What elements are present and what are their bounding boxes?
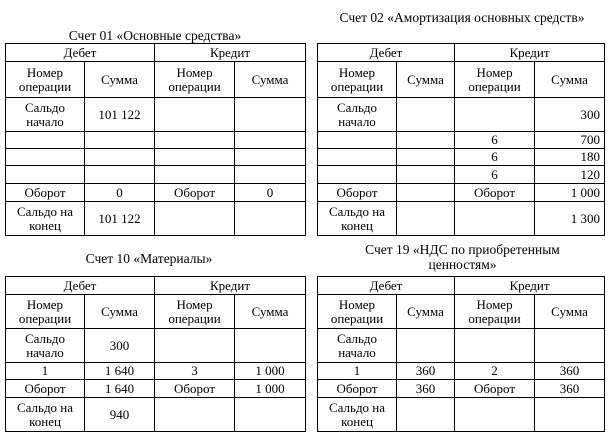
- cell: Сальдо на конец: [6, 398, 85, 432]
- cell: [455, 398, 535, 432]
- credit-header: Кредит: [455, 44, 605, 62]
- cell: 360: [535, 380, 605, 398]
- cell: 101 122: [85, 202, 155, 236]
- credit-amount-header: Сумма: [535, 295, 605, 329]
- cell: 940: [85, 398, 155, 432]
- cell: [85, 149, 155, 166]
- cell: 300: [535, 98, 605, 132]
- cell: [455, 202, 535, 236]
- header-row: [6, 277, 306, 295]
- cell: [155, 329, 235, 363]
- cell: 1 640: [85, 363, 155, 380]
- table-row: [318, 166, 605, 184]
- cell: 6: [455, 149, 535, 166]
- table-row: [6, 98, 306, 132]
- cell: 1 300: [535, 202, 605, 236]
- cell: Оборот: [155, 184, 235, 202]
- credit-header: Кредит: [155, 44, 306, 62]
- turnover-row: [318, 380, 605, 398]
- cell: [235, 398, 306, 432]
- turnover-row: [6, 184, 306, 202]
- cell: Сальдо начало: [318, 329, 397, 363]
- table-row: [318, 98, 605, 132]
- account-02-table: [317, 43, 605, 236]
- cell: [397, 98, 455, 132]
- debit-amount-header: Сумма: [85, 295, 155, 329]
- cell: 1 000: [535, 184, 605, 202]
- debit-op-number-header: Номер операции: [6, 295, 85, 329]
- cell: Сальдо на конец: [318, 398, 397, 432]
- cell: [455, 329, 535, 363]
- cell: 0: [235, 184, 306, 202]
- account-01-title: Счет 01 «Основные средства»: [68, 28, 242, 43]
- cell: [397, 132, 455, 149]
- cell: [535, 329, 605, 363]
- debit-header: Дебет: [6, 277, 155, 295]
- cell: 1 000: [235, 363, 306, 380]
- cell: [235, 98, 306, 132]
- table-row: [318, 329, 605, 363]
- closing-balance-row: [318, 202, 605, 236]
- debit-op-number-header: Номер операции: [318, 62, 397, 98]
- table-row: [6, 149, 306, 166]
- cell: [318, 149, 397, 166]
- cell: 1 640: [85, 380, 155, 398]
- cell: 1: [6, 363, 85, 380]
- debit-header: Дебет: [318, 277, 455, 295]
- credit-op-number-header: Номер операции: [155, 295, 235, 329]
- cell: [535, 398, 605, 432]
- cell: [318, 132, 397, 149]
- account-01-table: [5, 43, 306, 236]
- closing-balance-row: [6, 398, 306, 432]
- account-19-table: [317, 276, 605, 432]
- cell: [155, 132, 235, 149]
- turnover-row: [6, 380, 306, 398]
- cell: [455, 98, 535, 132]
- debit-amount-header: Сумма: [85, 62, 155, 98]
- cell: 360: [397, 363, 455, 380]
- cell: [235, 202, 306, 236]
- cell: 101 122: [85, 98, 155, 132]
- cell: 360: [397, 380, 455, 398]
- cell: 120: [535, 166, 605, 184]
- header-row: [318, 44, 605, 62]
- cell: 2: [455, 363, 535, 380]
- column-header-row: [318, 62, 605, 98]
- cell: [155, 166, 235, 184]
- closing-balance-row: [318, 398, 605, 432]
- cell: Сальдо начало: [318, 98, 397, 132]
- cell: Оборот: [455, 380, 535, 398]
- column-header-row: [6, 62, 306, 98]
- credit-header: Кредит: [155, 277, 306, 295]
- table-row: [6, 363, 306, 380]
- cell: 700: [535, 132, 605, 149]
- cell: [397, 398, 455, 432]
- cell: [6, 132, 85, 149]
- cell: [235, 132, 306, 149]
- credit-op-number-header: Номер операции: [155, 62, 235, 98]
- debit-amount-header: Сумма: [397, 62, 455, 98]
- cell: 6: [455, 132, 535, 149]
- cell: Сальдо на конец: [318, 202, 397, 236]
- account-10-title: Счет 10 «Материалы»: [85, 251, 213, 266]
- cell: [155, 149, 235, 166]
- debit-header: Дебет: [6, 44, 155, 62]
- header-row: [6, 44, 306, 62]
- header-row: [318, 277, 605, 295]
- cell: [235, 166, 306, 184]
- debit-amount-header: Сумма: [397, 295, 455, 329]
- table-row: [318, 363, 605, 380]
- cell: [6, 166, 85, 184]
- turnover-row: [318, 184, 605, 202]
- cell: [397, 329, 455, 363]
- credit-amount-header: Сумма: [235, 295, 306, 329]
- account-02-title: Счет 02 «Амортизация основных средств»: [339, 10, 585, 25]
- cell: [397, 149, 455, 166]
- debit-op-number-header: Номер операции: [6, 62, 85, 98]
- cell: 1: [318, 363, 397, 380]
- cell: Оборот: [6, 184, 85, 202]
- cell: [85, 166, 155, 184]
- column-header-row: [318, 295, 605, 329]
- cell: [85, 132, 155, 149]
- cell: 3: [155, 363, 235, 380]
- cell: [6, 149, 85, 166]
- cell: 300: [85, 329, 155, 363]
- cell: Сальдо на конец: [6, 202, 85, 236]
- cell: 360: [535, 363, 605, 380]
- cell: [155, 98, 235, 132]
- cell: [155, 398, 235, 432]
- table-row: [6, 166, 306, 184]
- credit-header: Кредит: [455, 277, 605, 295]
- closing-balance-row: [6, 202, 306, 236]
- cell: 180: [535, 149, 605, 166]
- account-10-table: [5, 276, 306, 432]
- cell: [318, 166, 397, 184]
- table-row: [318, 149, 605, 166]
- cell: [397, 184, 455, 202]
- column-header-row: [6, 295, 306, 329]
- credit-op-number-header: Номер операции: [455, 295, 535, 329]
- cell: 1 000: [235, 380, 306, 398]
- cell: Оборот: [455, 184, 535, 202]
- cell: [155, 202, 235, 236]
- cell: Оборот: [6, 380, 85, 398]
- credit-op-number-header: Номер операции: [455, 62, 535, 98]
- table-row: [6, 329, 306, 363]
- debit-op-number-header: Номер операции: [318, 295, 397, 329]
- cell: Оборот: [318, 184, 397, 202]
- cell: Сальдо начало: [6, 98, 85, 132]
- cell: Оборот: [318, 380, 397, 398]
- cell: 6: [455, 166, 535, 184]
- cell: Сальдо начало: [6, 329, 85, 363]
- cell: [235, 329, 306, 363]
- cell: 0: [85, 184, 155, 202]
- cell: [397, 166, 455, 184]
- cell: [235, 149, 306, 166]
- table-row: [318, 132, 605, 149]
- table-row: [6, 132, 306, 149]
- cell: [397, 202, 455, 236]
- credit-amount-header: Сумма: [535, 62, 605, 98]
- account-19-title: Счет 19 «НДС по приобретенным ценностям»: [365, 242, 560, 272]
- credit-amount-header: Сумма: [235, 62, 306, 98]
- debit-header: Дебет: [318, 44, 455, 62]
- cell: Оборот: [155, 380, 235, 398]
